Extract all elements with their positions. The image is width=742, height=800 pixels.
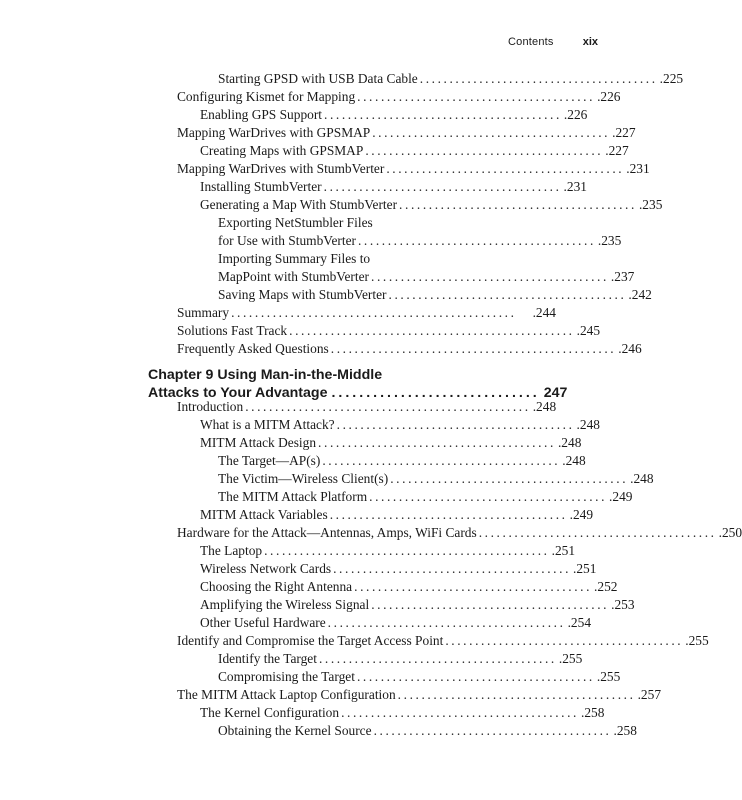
toc-entry: MapPoint with StumbVerter ........................................ .237 (218, 269, 635, 284)
chapter-title-line2: Attacks to Your Advantage .............................. 247 (148, 385, 568, 401)
toc-entry: MITM Attack Variables ........................................ .249 (200, 507, 594, 522)
toc-entry: What is a MITM Attack? ........................................ .248 (200, 417, 600, 432)
toc-entry: Starting GPSD with USB Data Cable ........................................ .225 (218, 71, 684, 86)
toc-entry: MITM Attack Design ........................................ .248 (200, 435, 582, 450)
toc-entry: Obtaining the Kernel Source ........................................ .258 (218, 723, 637, 738)
toc-entry: Exporting NetStumbler Files (218, 215, 373, 230)
toc-entry: Hardware for the Attack—Antennas, Amps, WiFi Cards ........................................ .250 (177, 525, 742, 540)
chapter-title-line1: Chapter 9 Using Man-in-the-Middle (148, 367, 383, 383)
toc-entry: Saving Maps with StumbVerter ........................................ .242 (218, 287, 652, 302)
chapter-page: 247 (543, 385, 568, 401)
toc-entry: Summary ................................................ .244 (177, 305, 556, 320)
toc-entry: Creating Maps with GPSMAP ........................................ .227 (200, 143, 629, 158)
toc-entry: Frequently Asked Questions ................................................ .246 (177, 341, 642, 356)
toc-entry: Choosing the Right Antenna ........................................ .252 (200, 579, 618, 594)
toc-entry: Amplifying the Wireless Signal ........................................ .253 (200, 597, 635, 612)
toc-entry: Configuring Kismet for Mapping ........................................ .226 (177, 89, 621, 104)
running-header (508, 36, 598, 52)
toc-entry: Introduction ................................................ .248 (177, 399, 557, 414)
toc-entry: The Victim—Wireless Client(s) ........................................ .248 (218, 471, 654, 486)
toc-entry: Identify the Target ........................................ .255 (218, 651, 583, 666)
toc-entry: Mapping WarDrives with GPSMAP ........................................ .227 (177, 125, 636, 140)
toc-entry: The Laptop ................................................ .251 (200, 543, 576, 558)
toc-entry: Enabling GPS Support ........................................ .226 (200, 107, 588, 122)
chapter-heading (148, 366, 568, 402)
header-page-number: xix (582, 36, 598, 48)
toc-entry: Identify and Compromise the Target Access Point ........................................ .255 (177, 633, 709, 648)
toc-entry: Importing Summary Files to (218, 251, 371, 266)
toc-entry: Solutions Fast Track ................................................ .245 (177, 323, 601, 338)
toc-entry: Installing StumbVerter ........................................ .231 (200, 179, 587, 194)
toc-entry: for Use with StumbVerter ........................................ .235 (218, 233, 622, 248)
toc-entry: Generating a Map With StumbVerter ........................................ .235 (200, 197, 663, 212)
toc-entry: The MITM Attack Platform ........................................ .249 (218, 489, 633, 504)
toc-entry: Compromising the Target ........................................ .255 (218, 669, 621, 684)
header-section-title: Contents (508, 36, 554, 48)
toc-entry: The MITM Attack Laptop Configuration ........................................ .257 (177, 687, 662, 702)
toc-entry: Wireless Network Cards ........................................ .251 (200, 561, 597, 576)
toc-entry: Mapping WarDrives with StumbVerter ........................................ .231 (177, 161, 650, 176)
toc-entry: Other Useful Hardware ........................................ .254 (200, 615, 592, 630)
toc-entry: The Kernel Configuration ........................................ .258 (200, 705, 605, 720)
toc-entry: The Target—AP(s) ........................................ .248 (218, 453, 586, 468)
